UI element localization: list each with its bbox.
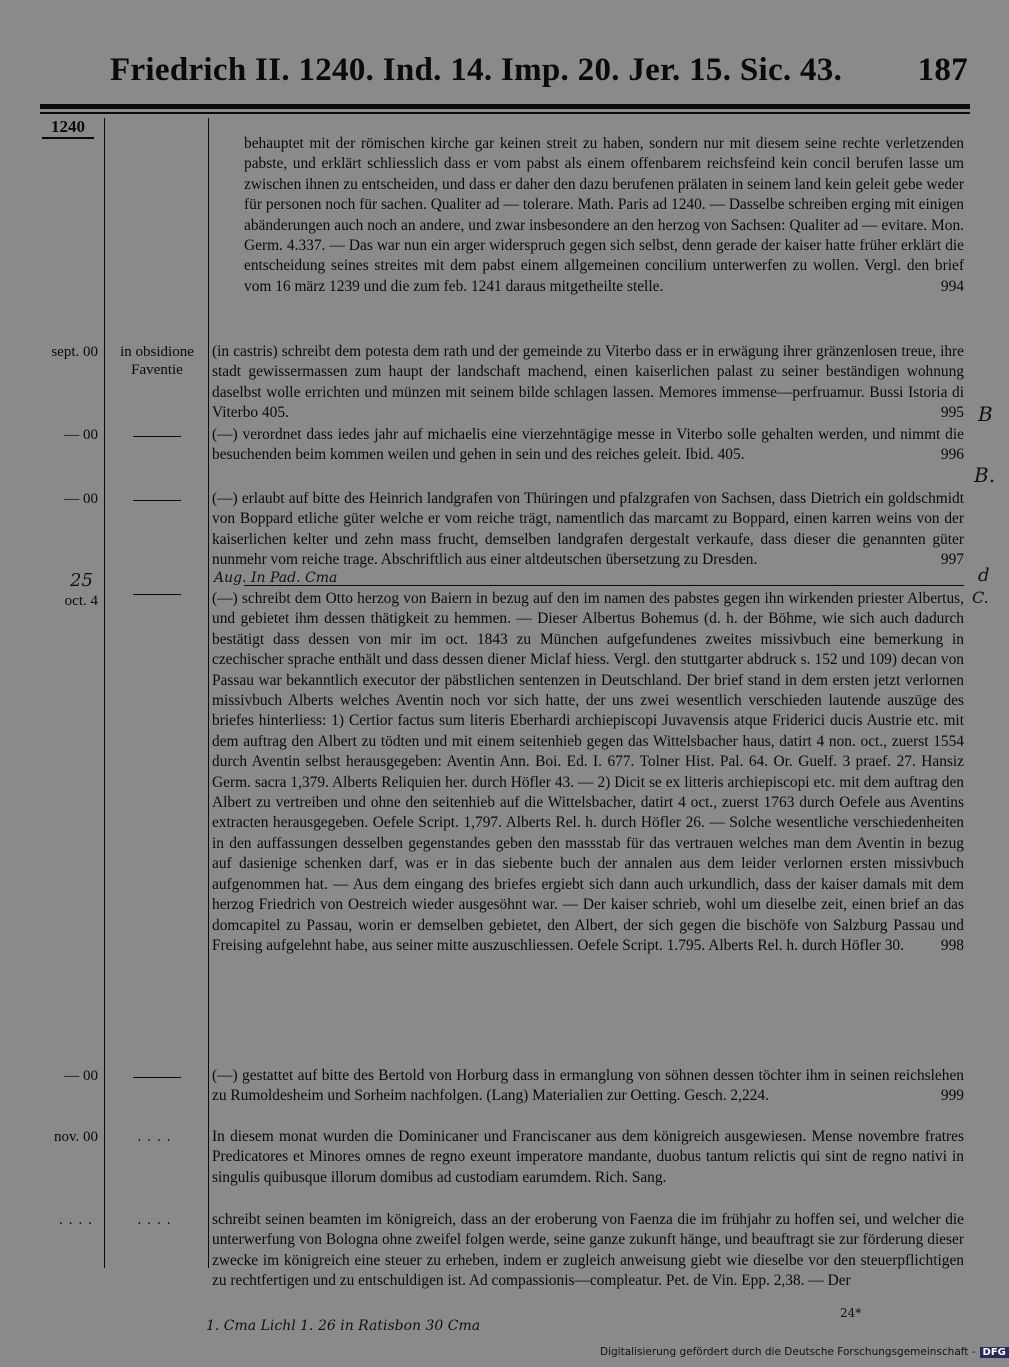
entry-number: 995 <box>940 404 964 422</box>
entry-date: nov. 00 <box>53 1129 98 1145</box>
entry-date: — 00 <box>64 1068 98 1084</box>
running-head <box>40 52 970 96</box>
entry-number: 997 <box>940 551 964 569</box>
handwritten-margin-c: C. <box>972 588 989 607</box>
regest-entry-996 <box>212 425 964 466</box>
entry-place-ditto <box>108 427 206 445</box>
header-rule-thin <box>40 112 970 114</box>
entry-text: behauptet mit der römischen kirche gar keinen streit zu haben, sondern nur mit diesem seine rechte verletzenden pabste, und erklärt schliesslich dass er vom pabst als einem offenbarem reichsfeind kein concil berufen lasse um zwischen ihnen zu entscheiden, und dass er daher den dazu berufenen prälaten in seinem land kein geleit gebe weder für personen noch für sachen. Qualiter ad — tolerare. Math. Paris ad 1240. — Dasselbe schreiben erging mit einigen abänderungen auch noch an andere, und zwar insbesondere an den herzog von Sachsen: Qualiter ad — evitare. Mon. Germ. 4.337. — Das war nun ein arger widerspruch gegen sich selbst, denn gerade der kaiser hatte früher erklärt die entscheidung seines streites mit dem pabst einem allgemeinen concilium unterwerfen zu wollen. Vergl. den brief vom 16 märz 1239 und die zum feb. 1241 daraus mitgetheilte stelle. <box>244 135 964 295</box>
entry-number: 994 <box>940 277 964 295</box>
handwritten-inline-note: Aug. In Pad. Cma <box>214 570 338 586</box>
entry-text: In diesem monat wurden die Dominicaner und Franciscaner aus dem königreich ausgewiesen. Mense novembre fratres Predicatores et Minores omnes de regno exeunt imperatore mandante, duobus tantum relictis qui sint de regno nativi in singulis quibusque illorum domibus ad custodiam earumdem. Rich. Sang. <box>212 1128 964 1186</box>
footer-text: Digitalisierung gefördert durch die Deutsche Forschungsgemeinschaft - <box>600 1346 976 1358</box>
entry-date: .... <box>59 1212 98 1228</box>
handwritten-date-correction: 25 <box>70 570 93 591</box>
entry-number: 999 <box>940 1087 964 1105</box>
entry-place: in obsidione Faventie <box>120 344 194 378</box>
entry-date: — 00 <box>64 491 98 507</box>
entry-text: (in castris) schreibt dem potesta dem rath und der gemeinde zu Viterbo dass er in erwägung ihrer gränzenlosen treue, ihre stadt gewissermassen zum haupt der landschaft machend, einen kaiserlichen palast zu seiner beständigen wohnung daselbst wolle errichten und münzen mit seinem bilde schlagen lassen. Memores immense—perfruamur. Bussi Istoria di Viterbo 405. <box>212 343 964 422</box>
entry-date: oct. 4 <box>64 593 98 609</box>
regest-entry-999 <box>212 1066 964 1107</box>
handwritten-bottom-note: 1. Cma Lichl 1. 26 in Ratisbon 30 Cma <box>206 1318 481 1334</box>
year-label: 1240 <box>42 117 94 139</box>
regest-entry-994 <box>212 134 964 297</box>
strike-through-line <box>244 585 964 586</box>
regest-entry-continued <box>212 1210 964 1292</box>
digitization-footer <box>600 1346 1006 1364</box>
regest-entry-995 <box>212 342 964 424</box>
entry-place: .... <box>137 1129 177 1145</box>
column-rule-right <box>208 118 209 1268</box>
handwritten-margin-b: B. <box>974 463 996 487</box>
entry-date: sept. 00 <box>51 344 98 360</box>
page-number: 187 <box>917 52 968 88</box>
entry-text: (—) schreibt dem Otto herzog von Baiern in bezug auf den im namen des pabstes gegen ihn wirkenden priester Albertus, und gebietet ihm dessen thätigkeit zu hemmen. — Dieser Albertus Bohemus (d. h. der Böhme, wie sich auch dadurch bestätigt dass dessen von mir im oct. 1843 zu München aufgefundenes zweites missivbuch eine bemerkung in czechischer sprache enthält und dass dessen diener Miclaf hiess. Vergl. den stuttgarter abdruck s. 152 und 109) decan von Passau war bekanntlich executor der päbstlichen sentenzen in Deutschland. Der brief stand in dem ersten jetzt verlornen missivbuch Alberts welches Aventin noch vor sich hatte, der uns zwei wesentlich verschieden lautende auszüge des briefes hinterliess: 1) Certior factus sum literis Eberhardi archiepiscopi Juvavensis atque Friderici ducis Austrie etc. mit dem auftrag den Albert zu tödten und mit einem seitenhieb gegen das Wittelsbacher haus, datirt 4 non. oct., zuerst 1554 durch Aventin selbst herausgegeben: Aventin Ann. Boi. Ed. I. 677. Tolner Hist. Pal. 64. Or. Guelf. 3 praef. 27. Hansiz Germ. sacra 1,379. Alberts Reliquien her. durch Höfler 43. — 2) Dicit se ex litteris archiepiscopi etc. mit dem auftrag den Albert zu vertreiben und ohne den seitenhieb auf die Wittelsbacher, datirt 4 oct., zuerst 1763 durch Oefele aus Aventins extracten herausgegeben. Oefele Script. 1,797. Alberts Rel. h. durch Höfler 26. — Solche wesentliche verschiedenheiten in den auffassungen desselben gegenstandes geben den massstab für das vertrauen welches man dem Aventin in bezug auf dasienige schenken darf, was er in das siebente buch der annalen aus dem leider verlornen ersten missivbuch aufgenommen hat. — Aus dem eingang des briefes ergiebt sich dann auch urkundlich, dass der kaiser damals mit dem herzog Friedrich von Oestreich wieder ausgesöhnt war. — Der kaiser schrieb, wohl um dieselbe zeit, einen brief an das domcapitel zu Passau, worin er demselben gebietet, den Albert, der sich gegen die bischöfe von Salzburg Passau und Freising aufgelehnt habe, aus seiner mitte auszuschliessen. Oefele Script. 1.795. Alberts Rel. h. durch Höfler 30. <box>212 590 964 954</box>
column-rule-left <box>104 118 105 1268</box>
entry-text: schreibt seinen beamten im königreich, dass an der eroberung von Faenza die im frühjahr zu hoffen sei, und welcher die unterwerfung von Bologna ohne zweifel folgen werde, seine ganze zukunft hänge, und beauftragt sie zur förderung dieser zwecke im königreich eine steuer zu erheben, indem er zugleich anweisung giebt wie dieselbe vor den steuerpflichtigen zu rechtfertigen und zu entschuldigen ist. Ad compassionis—compleatur. Pet. de Vin. Epp. 2,38. — Der <box>212 1211 964 1290</box>
handwritten-margin-b: B <box>978 402 993 426</box>
handwritten-margin-d: d <box>978 565 990 586</box>
entry-text: (—) verordnet dass iedes jahr auf michaelis eine vierzehntägige messe in Viterbo solle gehalten werden, und nimmt die besuchenden beim kommen weilen und gehen in sein und des reiches geleit. Ibid. 405. <box>212 426 964 464</box>
regest-entry-997 <box>212 489 964 571</box>
entry-text: (—) erlaubt auf bitte des Heinrich landgrafen von Thüringen und pfalzgrafen von Sachsen, dass Dietrich ein goldschmidt von Boppard etliche güter welche er vom reiche trägt, namentlich das marcamt zu Boppard, einen karren weins von der kaiserlichen kelter und zehn mass frucht, demselben landgrafen dergestalt verkaufe, dass dieser die genannten güter nunmehr vom reiche trage. Abschriftlich aus einer altdeutschen übersetzung zu Dresden. <box>212 490 964 569</box>
entry-number: 998 <box>940 936 964 954</box>
signature-mark: 24* <box>840 1306 862 1320</box>
entry-place-ditto <box>108 491 206 509</box>
header-rule-thick <box>40 104 970 109</box>
entry-place-ditto <box>108 1068 206 1086</box>
entry-text: (—) gestattet auf bitte des Bertold von Horburg dass in ermanglung von söhnen dessen töchter ihm in seinen reichslehen zu Rumoldesheim und Sorheim nachfolgen. (Lang) Materialien zur Oetting. Gesch. 2,224. <box>212 1067 964 1105</box>
dfg-logo: DFG <box>980 1347 1009 1358</box>
entry-place-ditto <box>108 585 206 603</box>
entry-date: — 00 <box>64 427 98 443</box>
running-title: Friedrich II. 1240. Ind. 14. Imp. 20. Jer. 15. Sic. 43. <box>110 52 843 88</box>
entry-number: 996 <box>940 446 964 464</box>
regest-entry-998 <box>212 589 964 956</box>
entry-place: .... <box>137 1212 177 1228</box>
regest-entry-november <box>212 1127 964 1188</box>
